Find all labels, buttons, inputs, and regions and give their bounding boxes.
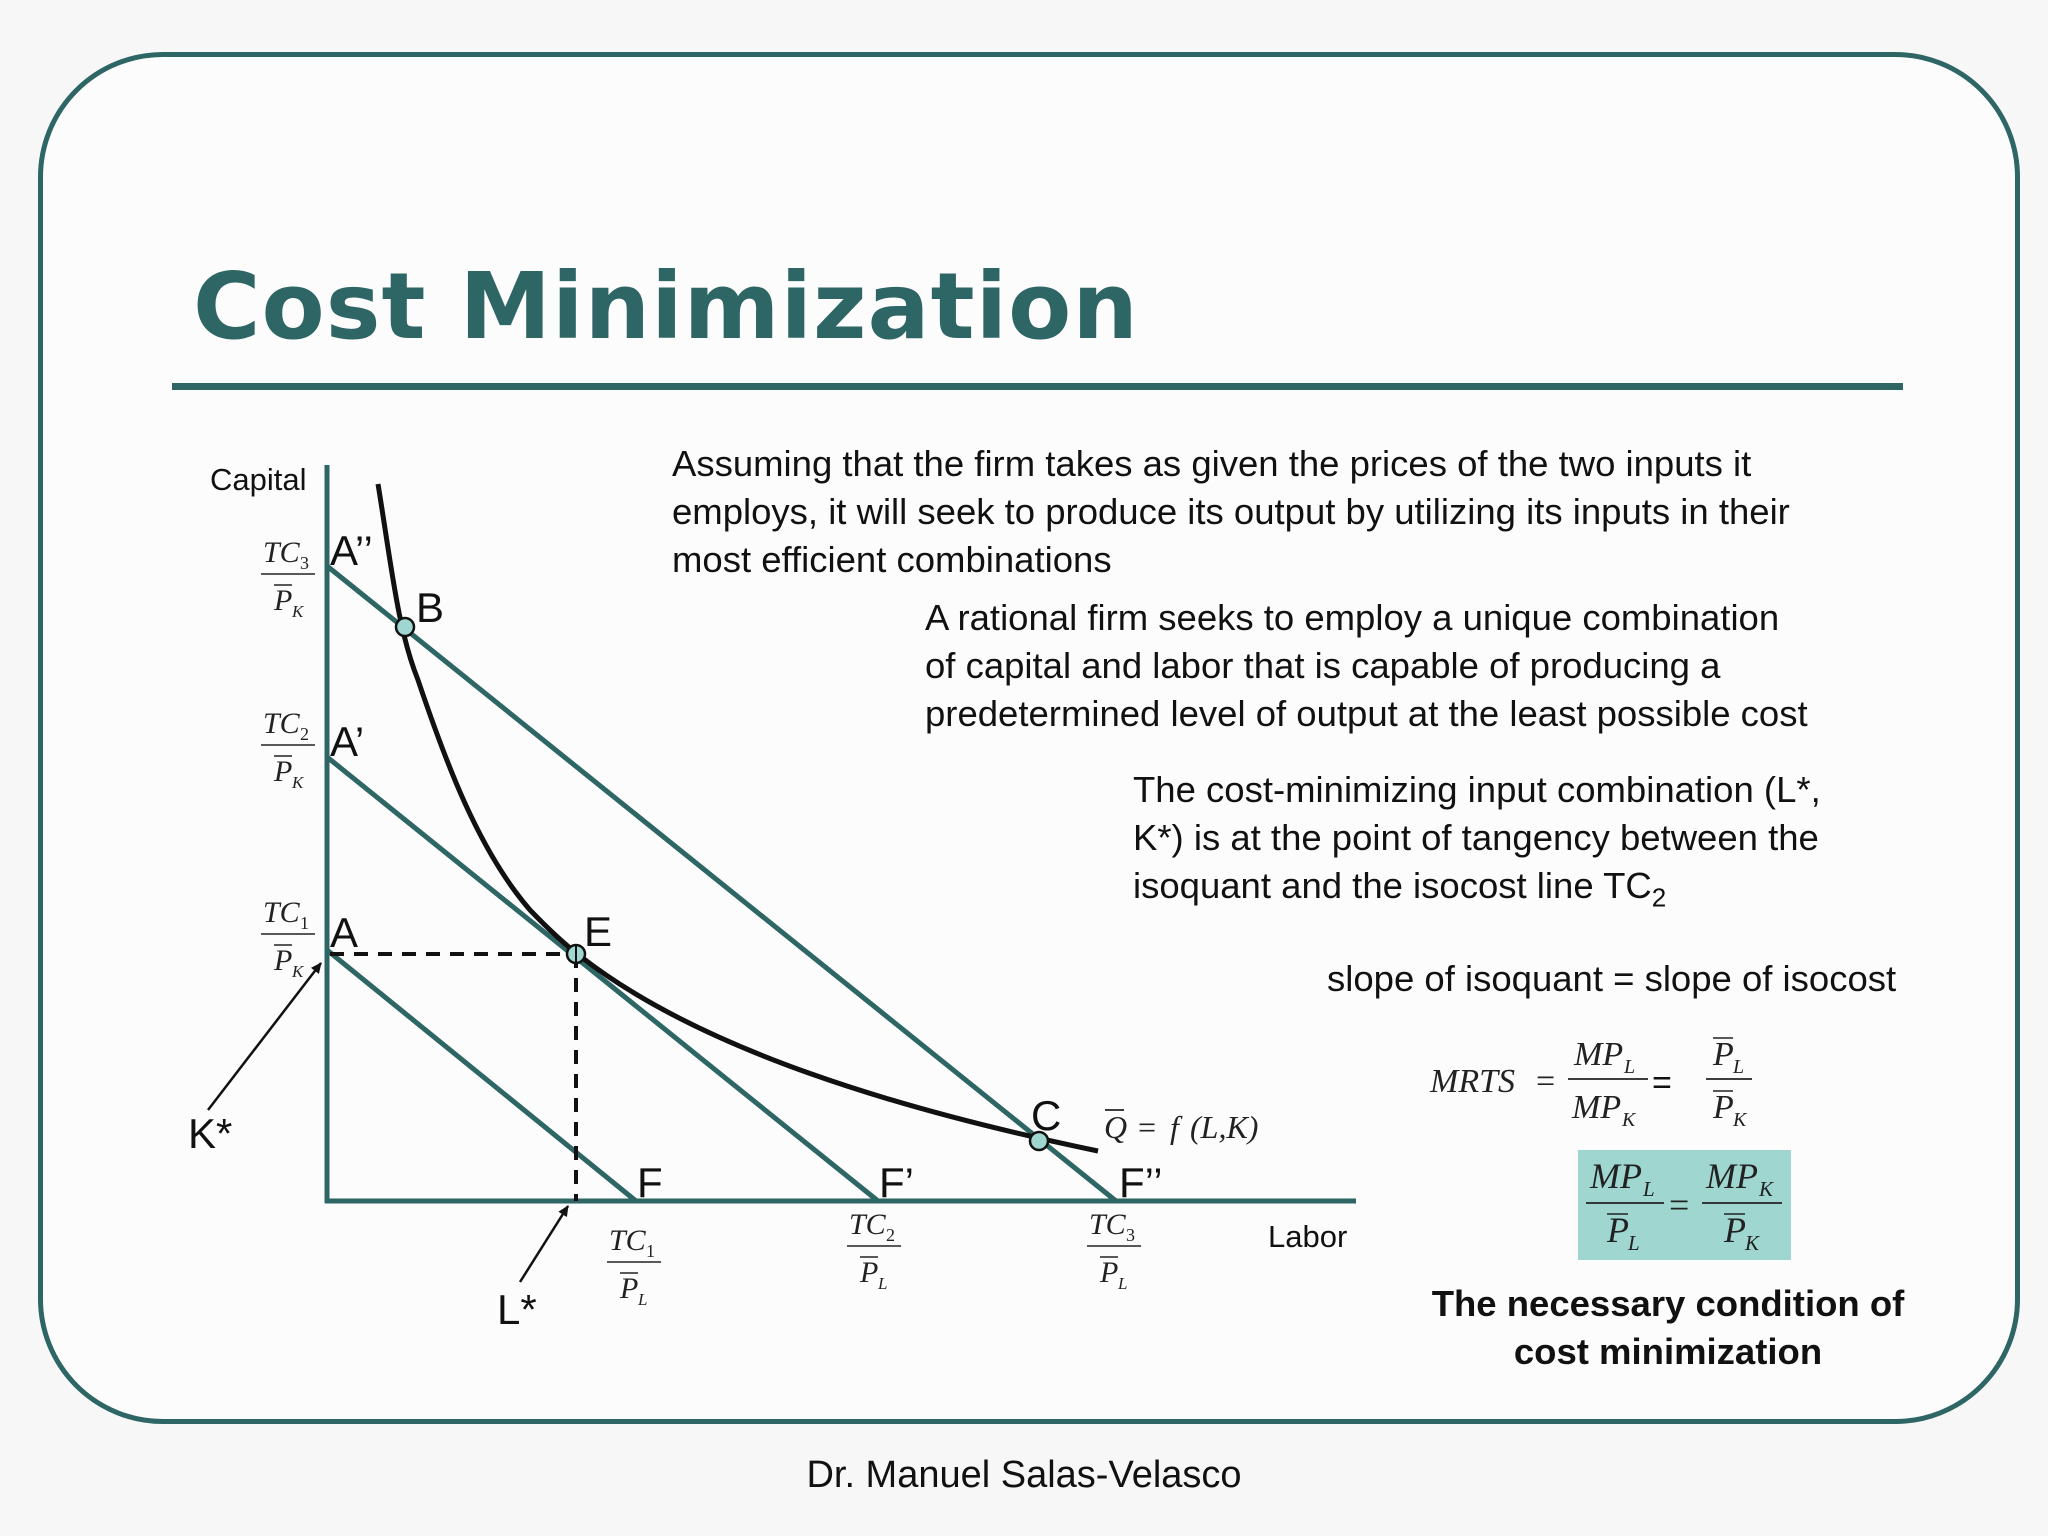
pk-denom: P (1713, 1089, 1734, 1126)
frac-denom: P (274, 584, 293, 617)
isocost-line-tc1 (327, 950, 636, 1201)
frac-numer-sub: 1 (300, 913, 309, 933)
cond-mpk: MP (1706, 1156, 1758, 1196)
cond-mpk-sub: K (1759, 1177, 1774, 1201)
paragraph-line: predetermined level of output at the least possible cost (925, 693, 1808, 734)
intercept-tc3-pl (1087, 1208, 1141, 1293)
tc-subscript: 2 (1651, 882, 1667, 913)
point-b-marker (396, 618, 414, 636)
mpl-numer: MP (1574, 1036, 1624, 1073)
frac-numer-sub: 3 (1126, 1225, 1135, 1245)
eq-q: Q (1104, 1109, 1128, 1145)
label-f-prime: F’ (879, 1159, 914, 1206)
eq-f: f (1170, 1109, 1179, 1145)
frac-denom-sub: L (878, 1274, 888, 1293)
frac-denom-sub: K (292, 602, 304, 621)
frac-denom-sub: K (292, 962, 304, 981)
paragraph-line: A rational firm seeks to employ a unique combination (925, 597, 1780, 638)
isocost-line-tc3 (327, 566, 1116, 1201)
cond-mpl: MP (1590, 1156, 1642, 1196)
label-a-prime: A’ (330, 718, 365, 765)
label-b: B (416, 584, 445, 631)
paragraph-line: Assuming that the firm takes as given the prices of the two inputs it (672, 443, 1752, 484)
frac-numer: TC (263, 536, 300, 569)
slide-title: Cost Minimization (193, 253, 1139, 360)
frac-denom-sub: L (638, 1290, 648, 1309)
necessary-condition-formula (1586, 1156, 1782, 1255)
label-a: A (330, 909, 359, 956)
frac-numer: TC (263, 707, 300, 740)
mpl-numer-sub: L (1624, 1056, 1636, 1078)
isoquant-equation (1104, 1109, 1258, 1145)
label-f: F (637, 1159, 663, 1206)
pl-numer: P (1713, 1036, 1734, 1073)
y-axis-label: Capital (210, 462, 307, 497)
caption-line: cost minimization (1513, 1331, 1823, 1372)
cond-pk: P (1724, 1210, 1746, 1250)
x-axis-label: Labor (1268, 1219, 1348, 1254)
frac-numer-sub: 2 (300, 724, 309, 744)
mrts-formula (1429, 1036, 1752, 1131)
paragraph-line: K*) is at the point of tangency between the (1133, 817, 1819, 858)
mpk-denom: MP (1572, 1089, 1622, 1126)
label-k-star: K* (188, 1110, 233, 1157)
footer-author: Dr. Manuel Salas-Velasco (806, 1454, 1242, 1496)
frac-numer: TC (1089, 1208, 1126, 1241)
frac-numer: TC (849, 1208, 886, 1241)
frac-denom: P (860, 1256, 879, 1289)
intercept-tc2-pl (847, 1208, 901, 1293)
cond-equals: = (1669, 1185, 1690, 1225)
label-a-double-prime: A’’ (330, 527, 373, 574)
cond-pl-sub: L (1628, 1231, 1640, 1255)
mrts-equals: = (1536, 1063, 1556, 1100)
label-l-star: L* (497, 1286, 537, 1333)
frac-numer-sub: 1 (646, 1241, 655, 1261)
paragraph-line: The cost-minimizing input combination (L*, (1133, 769, 1821, 810)
label-c: C (1031, 1092, 1062, 1139)
tangency-text: isoquant and the isocost line TC (1133, 865, 1652, 906)
paragraph-line: most efficient combinations (672, 539, 1112, 580)
paragraph-line: of capital and labor that is capable of producing a (925, 645, 1721, 686)
frac-numer: TC (263, 896, 300, 929)
slope-statement: slope of isoquant = slope of isocost (1327, 958, 1897, 999)
intercept-tc1-pl (607, 1224, 661, 1309)
frac-denom: P (274, 755, 293, 788)
frac-denom: P (1100, 1256, 1119, 1289)
paragraph-line: employs, it will seek to produce its output by utilizing its inputs in their (672, 491, 1790, 532)
intercept-tc1-pk (261, 896, 315, 981)
k-star-arrow (208, 963, 321, 1110)
label-e: E (584, 908, 613, 955)
frac-denom: P (620, 1272, 639, 1305)
eq-args: (L,K) (1190, 1109, 1259, 1145)
isocost-line-tc2 (327, 757, 878, 1201)
frac-numer: TC (609, 1224, 646, 1257)
cond-pk-sub: K (1745, 1231, 1760, 1255)
mrts-symbol: MRTS (1430, 1063, 1515, 1100)
intercept-tc3-pk (261, 536, 315, 621)
label-f-double-prime: F’’ (1119, 1159, 1163, 1206)
frac-denom: P (274, 944, 293, 977)
eq-equals: = (1138, 1109, 1157, 1145)
frac-numer-sub: 2 (886, 1225, 895, 1245)
pl-numer-sub: L (1733, 1056, 1745, 1078)
intercept-tc2-pk (261, 707, 315, 792)
cond-mpl-sub: L (1643, 1177, 1655, 1201)
l-star-arrow (520, 1206, 568, 1282)
price-ratio-equals: = (1652, 1064, 1672, 1102)
cond-pl: P (1607, 1210, 1629, 1250)
frac-numer-sub: 3 (300, 553, 309, 573)
pk-denom-sub: K (1733, 1109, 1747, 1131)
isoquant-curve (378, 484, 1098, 1151)
mpk-denom-sub: K (1622, 1109, 1636, 1131)
frac-denom-sub: L (1118, 1274, 1128, 1293)
caption-line: The necessary condition of (1431, 1283, 1905, 1324)
frac-denom-sub: K (292, 773, 304, 792)
